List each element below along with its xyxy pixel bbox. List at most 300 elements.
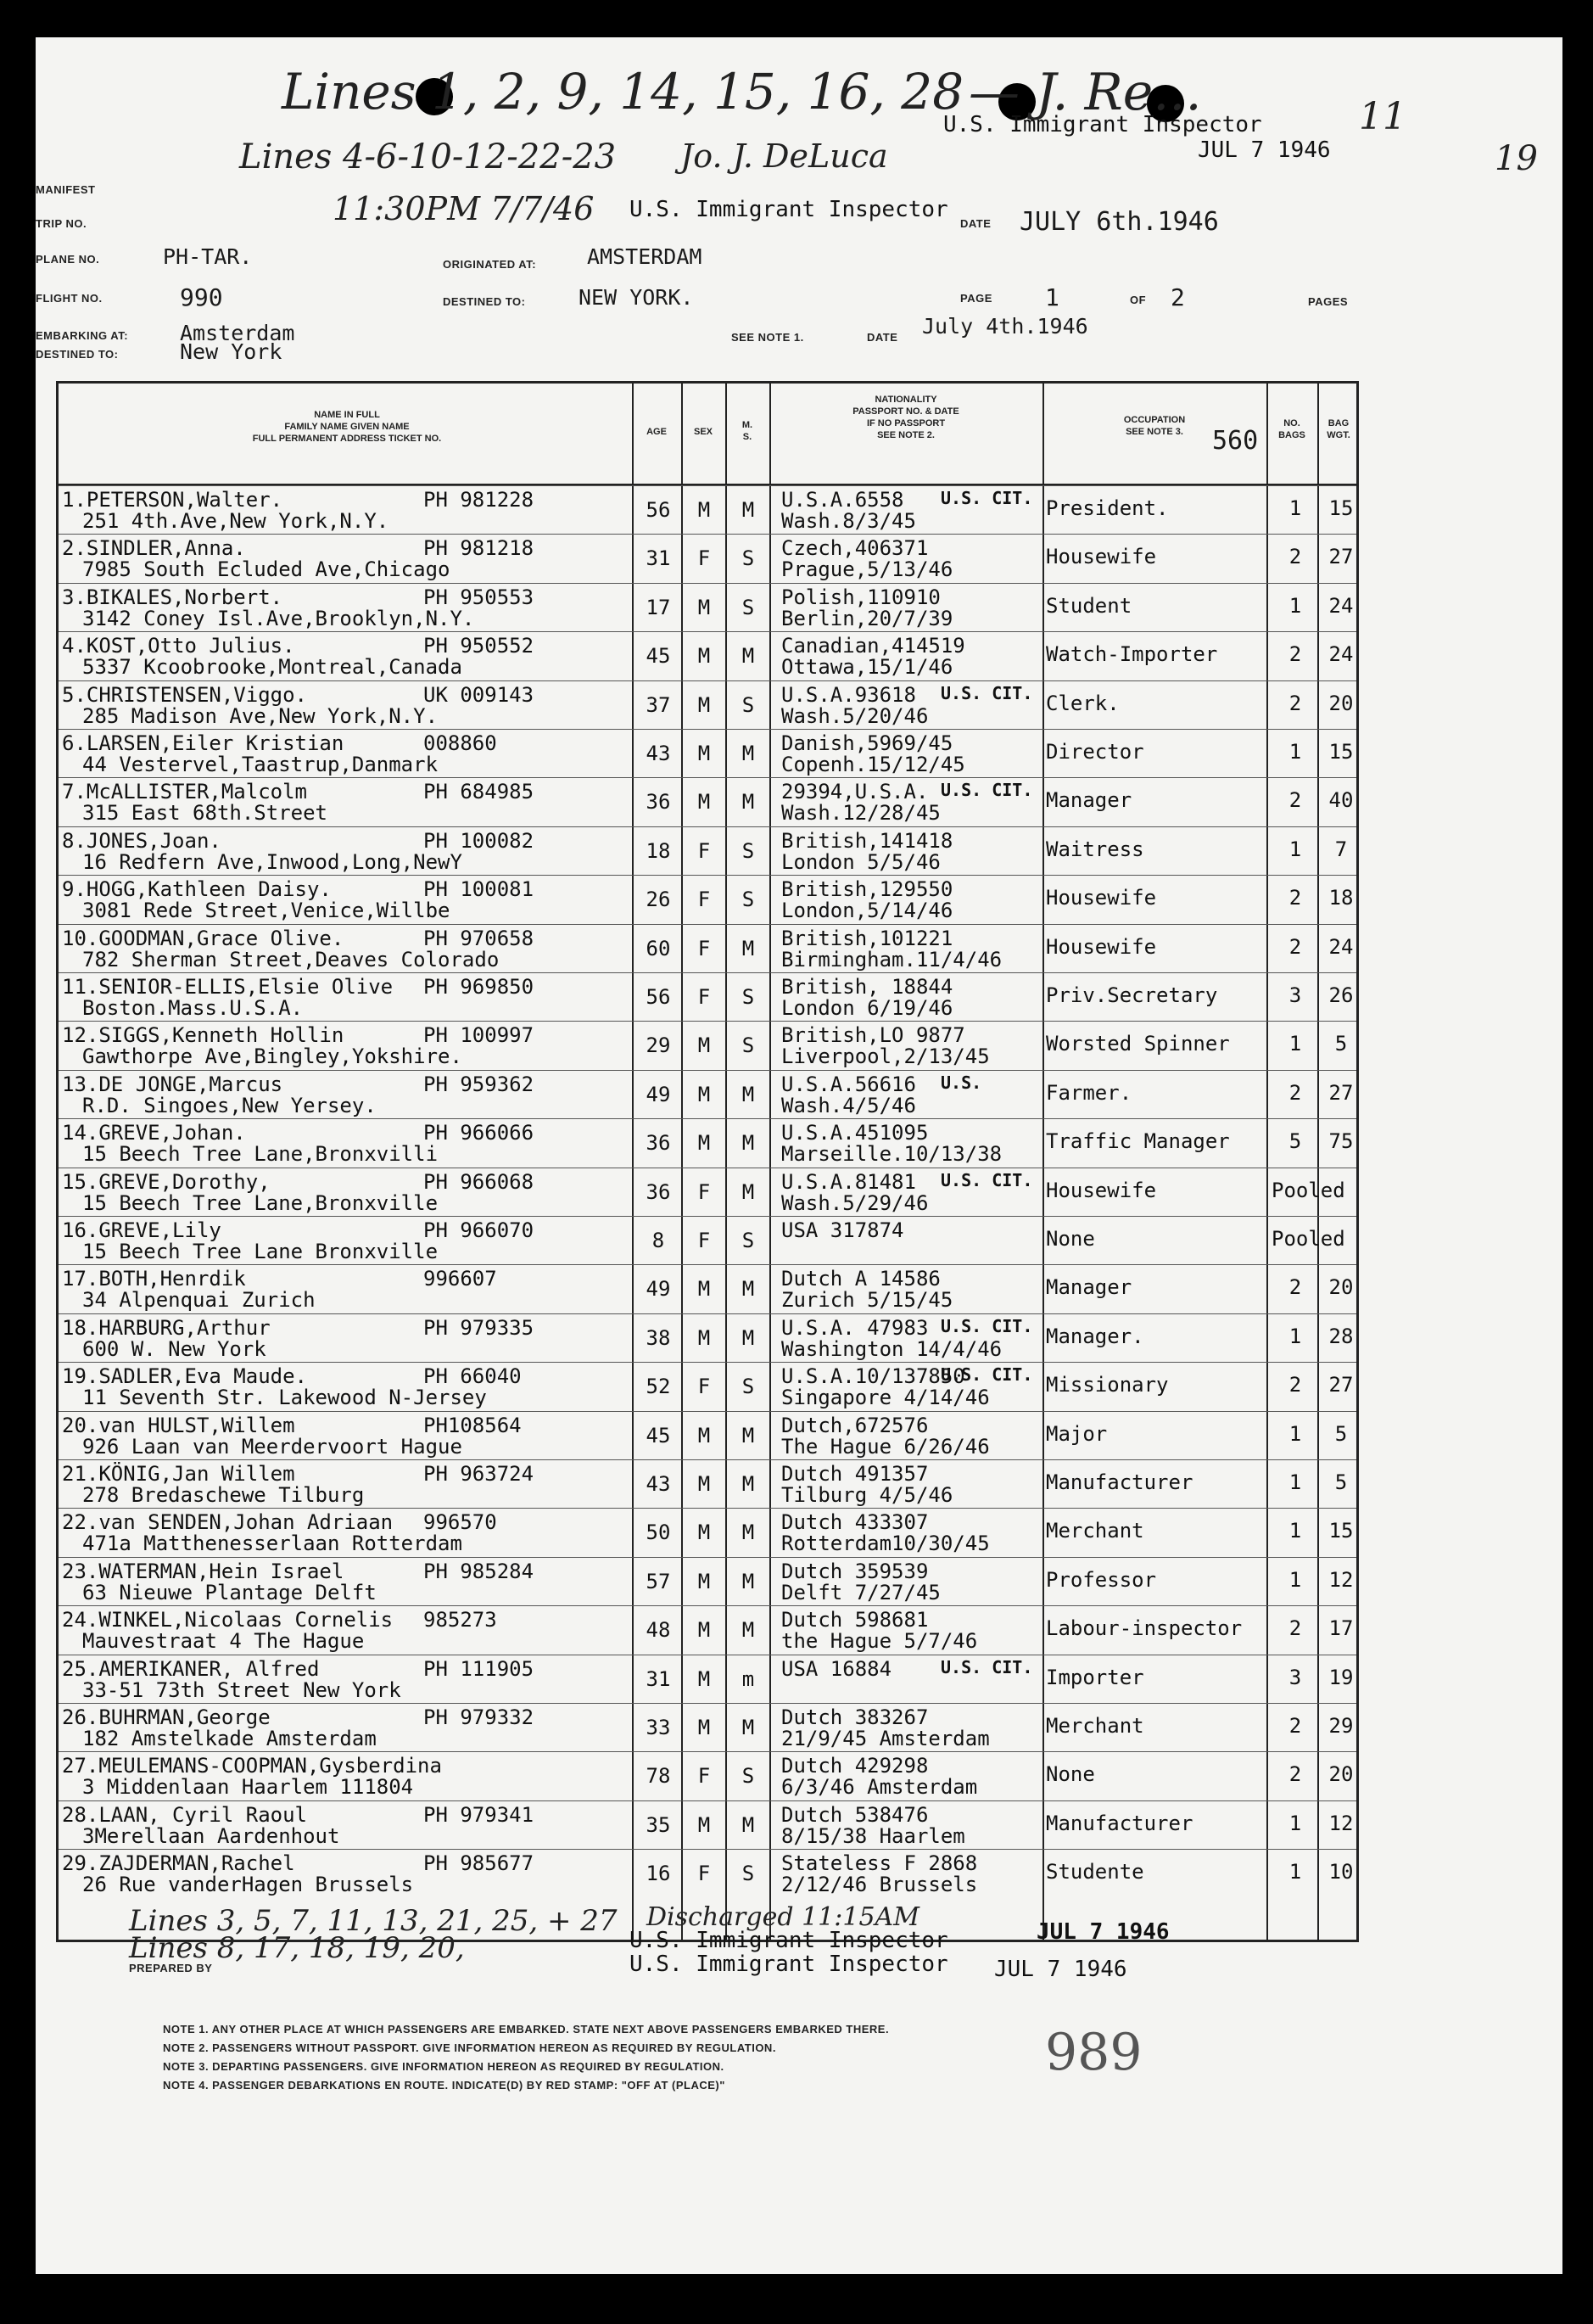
passport-number: U.S.A.81481 [781,1169,916,1194]
passenger-sex: M [697,1472,711,1496]
stamp-date-top: JUL 7 1946 [1198,137,1331,163]
bag-weight: 15 [1328,1519,1354,1543]
passenger-name: 20.van HULST,Willem [62,1413,295,1437]
passenger-name: 1.PETERSON,Walter. [62,488,283,512]
ticket-number: PH 966070 [423,1218,534,1242]
occupation: Manager [1046,1275,1132,1300]
flight-number: 990 [180,283,223,311]
passenger-name: 16.GREVE,Lily [62,1218,221,1242]
ticket-number: PH 950552 [423,634,534,658]
bag-count: 1 [1288,1324,1302,1348]
ticket-number: PH 100997 [423,1023,534,1048]
passport-number: Dutch 383267 [781,1705,929,1729]
passenger-address: 15 Beech Tree Lane,Bronxville [82,1190,439,1215]
passenger-address: 278 Bredaschewe Tilburg [82,1483,365,1507]
bag-weight: 27 [1328,545,1354,569]
embark-date: July 4th.1946 [922,314,1088,339]
ticket-number: PH108564 [423,1413,522,1437]
ticket-number: PH 684985 [423,780,534,804]
passport-number: U.S.A.10/137850 [781,1364,965,1389]
citizen-stamp: U.S. [941,1072,982,1093]
passport-number: Czech,406371 [781,536,929,561]
passenger-address: 63 Nieuwe Plantage Delft [82,1580,377,1604]
passport-issue: Delft 7/27/45 [781,1580,941,1604]
passenger-name: 23.WATERMAN,Hein Israel [62,1559,344,1583]
occupation: None [1046,1762,1095,1787]
bag-weight: 18 [1328,886,1354,910]
passenger-age: 36 [646,1179,671,1204]
passenger-name: 9.HOGG,Kathleen Daisy. [62,877,332,902]
marital-status: M [741,1812,755,1837]
occupation: Worsted Spinner [1046,1032,1230,1056]
table-row [59,1800,1356,1850]
bag-weight: 28 [1328,1324,1354,1348]
bag-weight: 17 [1328,1616,1354,1641]
occupation-mark: 560 [1212,426,1259,456]
passenger-sex: M [697,1520,711,1545]
passenger-name: 7.McALLISTER,Malcolm [62,780,307,804]
passport-issue: London 5/5/46 [781,849,941,874]
passport-issue: Wash.5/20/46 [781,703,929,728]
passenger-name: 12.SIGGS,Kenneth Hollin [62,1023,344,1048]
page-label: PAGE [960,292,992,305]
bag-count: 2 [1288,642,1302,667]
table-row [59,1021,1356,1070]
passenger-address: 33-51 73th Street New York [82,1677,401,1702]
passenger-age: 57 [646,1569,671,1593]
marital-status: M [741,1472,755,1496]
occupation: Housewife [1046,1178,1157,1202]
bag-weight: 10 [1328,1860,1354,1884]
marital-status: M [741,644,755,669]
table-row [59,1313,1356,1363]
passenger-sex: M [697,1618,711,1643]
table-row [59,1655,1356,1704]
passenger-name: 17.BOTH,Henrdik [62,1267,246,1291]
note-2: NOTE 2. PASSENGERS WITHOUT PASSPORT. GIVE INFORMATION HEREON AS REQUIRED BY REGULATION. [163,2041,776,2054]
passenger-sex: F [697,985,711,1009]
col-header-passport: NATIONALITY PASSPORT NO. & DATE IF NO PASSPORT SEE NOTE 2. [852,395,959,440]
col-header-ms: M. S. [741,420,753,442]
passport-number: Stateless F 2868 [781,1851,978,1876]
passenger-sex: M [697,498,711,522]
bag-count: 1 [1288,496,1302,520]
table-row [59,1216,1356,1265]
passenger-age: 49 [646,1082,671,1106]
occupation: Missionary [1046,1373,1169,1397]
passport-number: Polish,110910 [781,585,941,609]
marital-status: S [741,595,755,619]
passport-number: British,LO 9877 [781,1023,965,1048]
bag-count: 1 [1288,1421,1302,1446]
occupation: Studente [1046,1860,1144,1884]
bag-count: 3 [1288,983,1302,1007]
table-row [59,1703,1356,1752]
passport-number: USA 317874 [781,1218,904,1242]
passenger-sex: M [697,1716,711,1739]
stamp-date-bottom2: JUL 7 1946 [994,1957,1127,1982]
passenger-age: 48 [646,1618,671,1643]
table-row [59,1605,1356,1655]
passenger-age: 50 [646,1520,671,1545]
passenger-sex: M [697,1033,711,1058]
passport-number: U.S.A.56616 [781,1072,916,1096]
table-row [59,1849,1356,1898]
citizen-stamp: U.S. CIT. [941,682,1033,703]
bag-count: 1 [1288,1567,1302,1592]
passenger-address: 3Merellaan Aardenhout [82,1823,340,1848]
passenger-name: 27.MEULEMANS-COOPMAN,Gysberdina [62,1754,442,1778]
table-row [59,826,1356,876]
passenger-age: 31 [646,1666,671,1691]
passenger-age: 8 [651,1229,665,1252]
manifest-sheet [36,37,1562,2274]
passenger-name: 18.HARBURG,Arthur [62,1315,271,1340]
passenger-age: 45 [646,1423,671,1448]
handwritten-count: 11 [1359,95,1406,138]
passport-issue: The Hague 6/26/46 [781,1434,990,1459]
stamp-date-bottom1: JUL 7 1946 [1037,1919,1170,1945]
table-row [59,680,1356,730]
marital-status: S [741,838,755,863]
passenger-address: 3142 Coney Isl.Ave,Brooklyn,N.Y. [82,606,475,630]
bag-weight: 15 [1328,496,1354,520]
marital-status: M [741,1082,755,1106]
passport-number: British,101221 [781,926,953,950]
occupation: Watch-Importer [1046,642,1218,667]
passport-number: Dutch 598681 [781,1608,929,1632]
passenger-sex: F [697,1229,711,1252]
citizen-stamp: U.S. CIT. [941,488,1033,508]
passport-issue: London,5/14/46 [781,899,953,923]
occupation: Manufacturer [1046,1811,1193,1835]
handwritten-bottom-lines: Lines 3, 5, 7, 11, 13, 21, 25, + 27 [129,1904,618,1938]
citizen-stamp: U.S. CIT. [941,1315,1033,1336]
passenger-age: 60 [646,936,671,960]
passenger-name: 8.JONES,Joan. [62,828,221,853]
occupation: Housewife [1046,886,1157,910]
bag-weight: 24 [1328,934,1354,959]
passenger-age: 56 [646,985,671,1009]
marital-status: M [741,1277,755,1302]
embarking-label: EMBARKING AT: [36,329,129,342]
citizen-stamp: U.S. CIT. [941,780,1033,801]
passenger-age: 43 [646,1472,671,1496]
bag-weight: 12 [1328,1811,1354,1835]
passenger-sex: F [697,1179,711,1204]
passenger-age: 35 [646,1812,671,1837]
occupation: None [1046,1227,1095,1251]
inspector-stamp-bottom1: U.S. Immigrant Inspector [629,1928,948,1953]
bag-count: 1 [1288,1811,1302,1835]
passenger-sex: F [697,1764,711,1789]
bag-count: 2 [1288,1762,1302,1787]
passenger-sex: F [697,838,711,863]
col-header-sex: SEX [693,427,713,437]
passenger-name: 5.CHRISTENSEN,Viggo. [62,682,307,707]
passenger-address: Boston.Mass.U.S.A. [82,996,304,1020]
passenger-sex: M [697,1423,711,1448]
passenger-address: 11 Seventh Str. Lakewood N-Jersey [82,1386,487,1410]
passenger-name: 11.SENIOR-ELLIS,Elsie Olive [62,975,394,999]
occupation: Manager [1046,788,1132,813]
marital-status: M [741,1325,755,1350]
ticket-number: PH 985284 [423,1559,534,1583]
occupation: Farmer. [1046,1080,1132,1105]
bag-count: 2 [1288,886,1302,910]
passenger-age: 56 [646,498,671,522]
ticket-number: PH 966066 [423,1121,534,1145]
bag-count: 2 [1288,788,1302,813]
passenger-address: 7985 South Ecluded Ave,Chicago [82,557,450,582]
passport-issue: Zurich 5/15/45 [781,1288,953,1313]
occupation: Director [1046,740,1144,764]
marital-status: S [741,1033,755,1058]
passenger-address: 782 Sherman Street,Deaves Colorado [82,947,500,972]
bag-weight: 29 [1328,1714,1354,1738]
ticket-number: PH 959362 [423,1072,534,1096]
marital-status: S [741,1229,755,1252]
passenger-age: 31 [646,546,671,571]
ticket-number: PH 969850 [423,975,534,999]
ticket-number: PH 979332 [423,1705,534,1729]
handwritten-sheet-count: 989 [1045,2023,1143,2082]
marital-status: M [741,1716,755,1739]
bag-count: 2 [1288,1616,1302,1641]
passenger-age: 38 [646,1325,671,1350]
passport-issue: Wash.12/28/45 [781,801,941,826]
table-row [59,875,1356,924]
passenger-address: Mauvestraat 4 The Hague [82,1629,365,1654]
passenger-age: 33 [646,1716,671,1739]
of-label: OF [1130,294,1147,306]
passenger-sex: M [697,1131,711,1156]
bag-weight: 24 [1328,593,1354,618]
passenger-age: 16 [646,1862,671,1886]
bag-count: 2 [1288,545,1302,569]
passport-issue: 8/15/38 Haarlem [781,1823,965,1848]
passport-number: Dutch 433307 [781,1510,929,1535]
handwritten-time: 11:30PM 7/7/46 [333,190,595,227]
occupation: Student [1046,593,1132,618]
passport-number: U.S.A.6558 [781,488,904,512]
passenger-age: 17 [646,595,671,619]
passport-issue: Berlin,20/7/39 [781,606,953,630]
ticket-number: 008860 [423,731,497,755]
table-row [59,729,1356,778]
bag-count: 3 [1288,1665,1302,1689]
passport-issue: London 6/19/46 [781,996,953,1020]
ticket-number: PH 966068 [423,1169,534,1194]
passenger-name: 10.GOODMAN,Grace Olive. [62,926,344,950]
passport-number: 29394,U.S.A. [781,780,929,804]
destined-value: NEW YORK. [579,285,694,310]
bag-count: 2 [1288,1714,1302,1738]
passport-issue: 2/12/46 Brussels [781,1873,978,1897]
marital-status: S [741,888,755,912]
table-row [59,534,1356,583]
originated-value: AMSTERDAM [587,244,702,269]
citizen-stamp: U.S. CIT. [941,1364,1033,1386]
destined2-value: New York [180,339,282,364]
passport-number: Canadian,414519 [781,634,965,658]
ticket-number: PH 979341 [423,1802,534,1827]
bag-weight: 20 [1328,1762,1354,1787]
bag-weight: 26 [1328,983,1354,1007]
occupation: Manager. [1046,1324,1144,1348]
occupation: Merchant [1046,1519,1144,1543]
embarking-value: Amsterdam [180,321,295,345]
ticket-number: PH 100082 [423,828,534,853]
occupation: Traffic Manager [1046,1129,1230,1154]
passenger-sex: F [697,1862,711,1886]
passenger-name: 13.DE JONGE,Marcus [62,1072,283,1096]
ticket-number: PH 970658 [423,926,534,950]
passport-number: Dutch 429298 [781,1754,929,1778]
marital-status: M [741,1179,755,1204]
passenger-sex: F [697,546,711,571]
table-row [59,1168,1356,1217]
ticket-number: PH 979335 [423,1315,534,1340]
passport-number: U.S.A.93618 [781,682,916,707]
ticket-number: PH 111905 [423,1656,534,1681]
passenger-sex: M [697,790,711,815]
bag-count: 2 [1288,934,1302,959]
passenger-sex: F [697,936,711,960]
passport-issue: Prague,5/13/46 [781,557,953,582]
passport-issue: 6/3/46 Amsterdam [781,1775,978,1800]
passenger-address: 26 Rue vanderHagen Brussels [82,1873,414,1897]
passenger-sex: M [697,1277,711,1302]
table-row [59,924,1356,973]
handwritten-lines-list: Lines 4-6-10-12-22-23 [239,137,617,176]
bag-count: 1 [1288,740,1302,764]
marital-status: S [741,1375,755,1399]
marital-status: m [741,1666,755,1691]
marital-status: M [741,498,755,522]
bag-count: 1 [1288,1032,1302,1056]
passenger-sex: M [697,1569,711,1593]
passport-issue: Wash.4/5/46 [781,1093,916,1117]
passenger-name: 26.BUHRMAN,George [62,1705,271,1729]
passport-issue: Tilburg 4/5/46 [781,1483,953,1507]
plane-number: PH-TAR. [163,244,253,269]
occupation: Housewife [1046,545,1157,569]
occupation: Labour-inspector [1046,1616,1243,1641]
table-row [59,777,1356,826]
bag-count: 2 [1288,1275,1302,1300]
col-header-weight: BAG WGT. [1327,418,1350,440]
passenger-address: 471a Matthenesserlaan Rotterdam [82,1532,462,1556]
passenger-address: 251 4th.Ave,New York,N.Y. [82,509,389,533]
passport-issue: Wash.8/3/45 [781,509,916,533]
passport-issue: Rotterdam10/30/45 [781,1532,990,1556]
passenger-age: 36 [646,790,671,815]
passenger-name: 3.BIKALES,Norbert. [62,585,283,609]
passenger-address: 15 Beech Tree Lane,Bronxvilli [82,1142,439,1167]
table-row [59,1070,1356,1119]
passenger-name: 28.LAAN, Cyril Raoul [62,1802,307,1827]
note-4: NOTE 4. PASSENGER DEBARKATIONS EN ROUTE. INDICATE(D) BY RED STAMP: "OFF AT (PLACE)" [163,2079,725,2092]
occupation: Clerk. [1046,691,1120,715]
passenger-address: 926 Laan van Meerdervoort Hague [82,1434,462,1459]
bag-weight: 5 [1334,1470,1348,1494]
passport-issue: Copenh.15/12/45 [781,753,965,776]
inspector-stamp-bottom2: U.S. Immigrant Inspector [629,1952,948,1977]
bag-weight: 7 [1334,837,1348,861]
passenger-sex: M [697,1082,711,1106]
occupation: Manufacturer [1046,1470,1193,1494]
passport-number: British,129550 [781,877,953,902]
passport-number: Dutch 359539 [781,1559,929,1583]
passenger-address: 3081 Rede Street,Venice,Willbe [82,899,450,923]
passenger-sex: F [697,888,711,912]
marital-status: S [741,1862,755,1886]
passenger-age: 45 [646,644,671,669]
col-header-occupation: OCCUPATION SEE NOTE 3. [1123,415,1186,437]
bag-weight: 20 [1328,691,1354,715]
passenger-name: 21.KÖNIG,Jan Willem [62,1462,295,1486]
passenger-name: 14.GREVE,Johan. [62,1121,246,1145]
bag-count: 1 [1288,1860,1302,1884]
marital-status: M [741,1618,755,1643]
passenger-address: 600 W. New York [82,1336,266,1361]
passenger-address: 15 Beech Tree Lane Bronxville [82,1240,439,1263]
col-header-bags: NO. BAGS [1278,418,1305,440]
table-row [59,1459,1356,1509]
passenger-age: 78 [646,1764,671,1789]
passenger-sex: M [697,1812,711,1837]
table-row [59,485,1356,535]
passenger-name: 15.GREVE,Dorothy, [62,1169,271,1194]
passport-issue: Ottawa,15/1/46 [781,655,953,680]
handwritten-discharged: Discharged 11:15AM [646,1902,919,1932]
passenger-age: 36 [646,1131,671,1156]
passport-issue: Birmingham.11/4/46 [781,947,1003,972]
inspector-stamp-mid: U.S. Immigrant Inspector [629,197,948,222]
col-header-name: NAME IN FULL FAMILY NAME GIVEN NAME FULL PERMANENT ADDRESS TICKET NO. [252,410,442,444]
ticket-number: PH 963724 [423,1462,534,1486]
bag-count: 1 [1288,1470,1302,1494]
passport-number: U.S.A.451095 [781,1121,929,1145]
date-label: DATE [960,217,992,230]
table-row [59,972,1356,1022]
ticket-number: PH 950553 [423,585,534,609]
occupation: Major [1046,1421,1108,1446]
passport-number: Dutch 491357 [781,1462,929,1486]
passenger-name: 4.KOST,Otto Julius. [62,634,295,658]
marital-status: M [741,1520,755,1545]
passport-number: Dutch,672576 [781,1413,929,1437]
ticket-number: UK 009143 [423,682,534,707]
table-row [59,583,1356,632]
see-note-label: SEE NOTE 1. [731,331,804,344]
occupation: Professor [1046,1567,1157,1592]
bag-weight: 15 [1328,740,1354,764]
passport-issue: Marseille.10/13/38 [781,1142,1003,1167]
passport-issue: Wash.5/29/46 [781,1190,929,1215]
handwritten-bottom-lines2: Lines 8, 17, 18, 19, 20, [129,1931,465,1965]
passport-issue: the Hague 5/7/46 [781,1629,978,1654]
occupation: Housewife [1046,934,1157,959]
passport-number: British, 18844 [781,975,953,999]
passport-number: U.S.A. 47983 [781,1315,929,1340]
bag-weight: 19 [1328,1665,1354,1689]
marital-status: M [741,1569,755,1593]
passport-number: British,141418 [781,828,953,853]
passenger-address: 5337 Kcoobrooke,Montreal,Canada [82,655,462,680]
marital-status: M [741,790,755,815]
